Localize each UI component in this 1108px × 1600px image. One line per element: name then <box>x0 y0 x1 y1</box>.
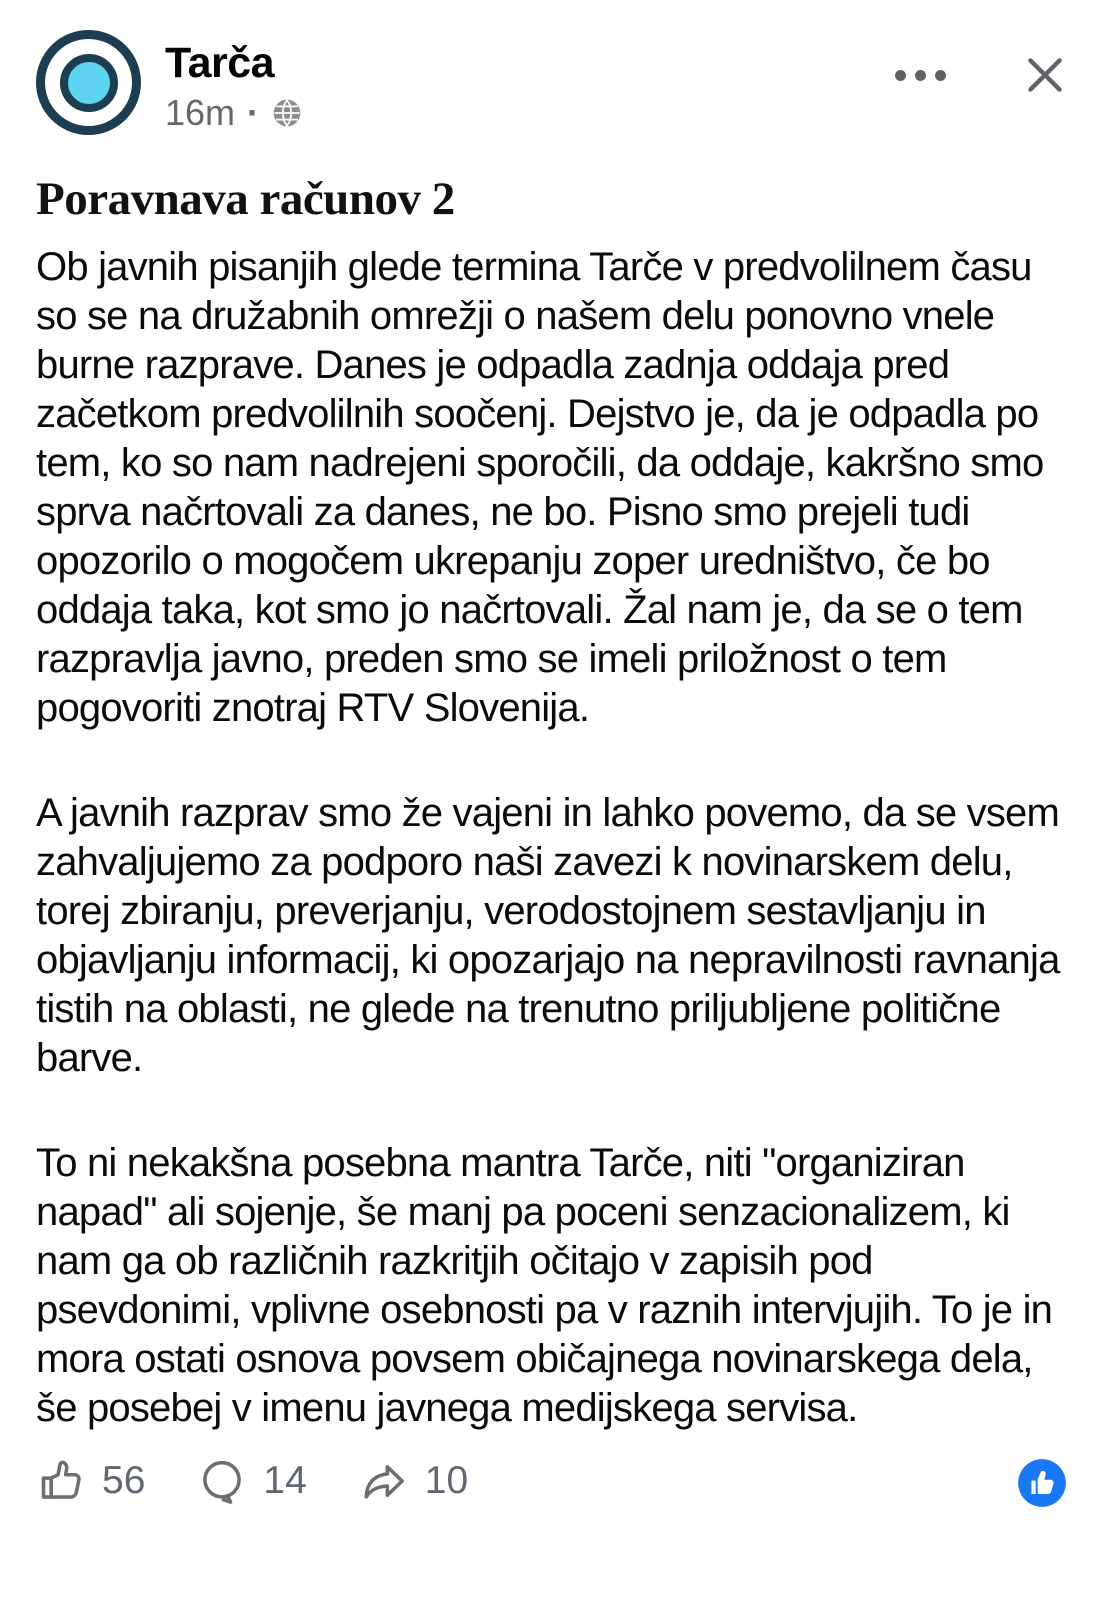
post-paragraph: To ni nekakšna posebna mantra Tarče, niti "organiziran napad" ali sojenje, še manj pa poceni senzacionalizem, ki nam ga ob različnih razkritjih očitajo v zapisih pod psevdonimi, vplivne osebnosti pa v raznih intervjujih. To je in mora ostati osnova povsem običajnega novinarskega dela, še posebej v imenu javnega medijskega servisa. <box>36 1140 1053 1430</box>
more-options-button[interactable] <box>885 60 956 91</box>
post-paragraph: A javnih razprav smo že vajeni in lahko povemo, da se vsem zahvaljujemo za podporo naši zavezi k novinarskem delu, torej zbiranju, preverjanju, verodostojnem sestavljanju in objavljanju informacij, ki opozarjajo na nepravilnosti ravnanja tistih na oblasti, ne glede na trenutno priljubljene politične barve. <box>36 790 1060 1080</box>
like-icon <box>36 1456 86 1506</box>
like-stat[interactable] <box>36 1456 145 1506</box>
post-text <box>36 243 1072 1433</box>
likes-count: 56 <box>102 1459 146 1503</box>
globe-icon <box>271 97 303 129</box>
close-button[interactable] <box>1020 50 1070 100</box>
page-name[interactable]: Tarča <box>165 39 275 87</box>
share-stat[interactable] <box>359 1456 468 1506</box>
post-header <box>36 30 1072 142</box>
meta-separator: · <box>247 92 260 134</box>
like-reaction-icon <box>1016 1457 1068 1509</box>
timestamp: 16m <box>165 92 236 134</box>
close-icon <box>1020 50 1070 100</box>
share-icon <box>359 1456 409 1506</box>
like-reaction-badge[interactable] <box>1016 1457 1068 1509</box>
avatar-target-logo <box>60 54 118 112</box>
post-title: Poravnava računov 2 <box>36 173 455 225</box>
post-footer <box>36 1451 1072 1511</box>
shares-count: 10 <box>424 1459 469 1503</box>
ellipsis-icon <box>895 70 906 81</box>
header-actions <box>885 40 1070 110</box>
post-meta <box>165 92 303 134</box>
header-text <box>165 30 303 134</box>
comments-count: 14 <box>263 1459 307 1503</box>
comment-icon <box>197 1456 247 1506</box>
avatar[interactable] <box>36 30 141 135</box>
comment-stat[interactable] <box>197 1456 306 1506</box>
post-paragraph: Ob javnih pisanjih glede termina Tarče v predvolilnem času so se na družabnih omrežji o našem delu ponovno vnele burne razprave. Danes je odpadla zadnja oddaja pred začetkom predvolilnih soočenj. Dejstvo je, da je odpadla po tem, ko so nam nadrejeni sporočili, da oddaje, kakršno smo sprva načrtovali za danes, ne bo. Pisno smo prejeli tudi opozorilo o mogočem ukrepanju zoper uredništvo, če bo oddaja taka, kot smo jo načrtovali. Žal nam je, da se o tem razpravlja javno, preden smo se imeli priložnost o tem pogovoriti znotraj RTV Slovenija. <box>36 244 1044 730</box>
